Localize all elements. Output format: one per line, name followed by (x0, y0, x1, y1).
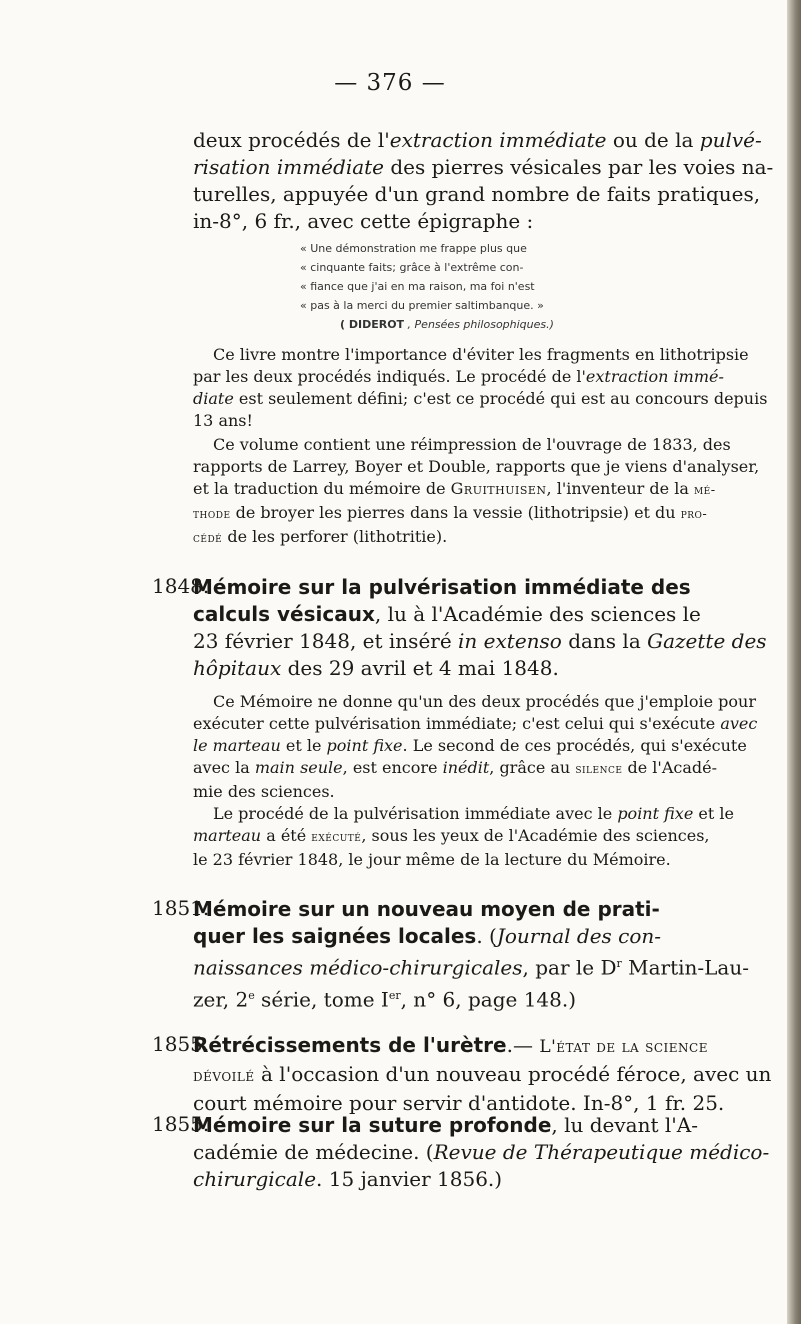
text: série, tome I (254, 987, 389, 1012)
text-line: in-8°, 6 fr., avec cette épigraphe : (193, 209, 534, 233)
entry-title: quer les saignées locales (193, 924, 477, 948)
epigraph-source (300, 315, 750, 334)
text: Revue de Thérapeutique médico- (433, 1140, 770, 1164)
text: point fixe (617, 804, 694, 823)
text: main seule (254, 758, 343, 777)
page-number: — 376 — (334, 70, 446, 96)
epigraph-line: « fiance que j'ai en ma raison, ma foi n'est (300, 280, 535, 293)
text-line: court mémoire pour servir d'antidote. In-8°, 1 fr. 25. (193, 1091, 725, 1115)
book-edge (787, 0, 801, 1324)
text-line: Ce livre montre l'importance d'éviter les fragments en lithotripsie (213, 345, 749, 364)
text: . ( (476, 924, 497, 948)
text: , l'inventeur de la (546, 479, 694, 498)
text: extraction immédiate (389, 128, 607, 152)
text-line: rapports de Larrey, Boyer et Double, rapports que je viens d'analyser, (193, 457, 760, 476)
text: silence (575, 762, 623, 777)
text-line (193, 803, 753, 825)
text: de les perforer (lithotritie). (222, 527, 448, 546)
text-line (193, 757, 753, 781)
text-line (193, 1112, 753, 1139)
text: dans la (561, 629, 648, 653)
text: point fixe (326, 736, 403, 755)
text-line (193, 478, 753, 502)
text: diate (193, 389, 234, 408)
text: extraction immé- (585, 367, 724, 386)
text: à l'occasion d'un nouveau procédé féroce, avec un (254, 1062, 772, 1086)
text-line: mie des sciences. (193, 782, 335, 801)
text-line (193, 655, 753, 682)
text: zer, 2 (193, 987, 249, 1012)
text: le marteau (193, 736, 281, 755)
text-line (193, 982, 753, 1014)
text: risation immédiate (193, 155, 385, 179)
bibliography-entry (193, 896, 753, 1013)
text: mé- (693, 483, 716, 498)
text: . Le second de ces procédés, qui s'exécute (402, 736, 747, 755)
entry-note (193, 691, 758, 871)
entry-title: calculs vésicaux (193, 602, 375, 626)
commentary-paragraph (193, 434, 760, 550)
text: . 15 janvier 1856.) (316, 1167, 503, 1191)
text: L'état de la science (539, 1037, 708, 1057)
text: , est encore (342, 758, 443, 777)
text: avec la (193, 758, 255, 777)
text-line (193, 601, 753, 628)
text-line: Ce volume contient une réimpression de l'ouvrage de 1833, des (213, 435, 731, 454)
text: cédé (193, 531, 223, 546)
text: des 29 avril et 4 mai 1848. (281, 656, 559, 680)
text: thode (193, 507, 231, 522)
text: r (616, 957, 622, 970)
text: inédit (442, 758, 490, 777)
text: dévoilé (193, 1066, 255, 1086)
text: Martin-Lau- (621, 955, 749, 980)
text: a été (261, 826, 312, 845)
text-line: turelles, appuyée d'un grand nombre de faits pratiques, (193, 182, 761, 206)
text: er (388, 988, 401, 1002)
text: avec (720, 714, 758, 733)
text: et le (693, 804, 734, 823)
text-line: Ce Mémoire ne donne qu'un des deux procédés que j'emploie pour (213, 692, 756, 711)
text-line (193, 735, 753, 757)
text-line (193, 526, 753, 550)
text: et le (280, 736, 327, 755)
text: , par le D (522, 955, 617, 980)
text: des pierres vésicales par les voies na- (384, 155, 774, 179)
entry-year: 1848. (152, 574, 210, 598)
text-line (193, 713, 758, 735)
text: exécuter cette pulvérisation immédiate; c'est celui qui s'exécute (193, 714, 721, 733)
epigraph-line: « Une démonstration me frappe plus que (300, 242, 527, 255)
text-line (193, 825, 753, 849)
text-line (193, 1061, 772, 1090)
epigraph-line: « cinquante faits; grâce à l'extrême con- (300, 261, 524, 274)
text: Gazette des (647, 629, 767, 653)
text: Le procédé de la pulvérisation immédiate avec le (213, 804, 618, 823)
entry-year: 1855. (152, 1112, 210, 1136)
text: de broyer les pierres dans la vessie (lithotripsie) et du (230, 503, 681, 522)
text-line: 13 ans! (193, 411, 253, 430)
text-line (193, 1166, 753, 1193)
entry-title: Mémoire sur la pulvérisation immédiate des (193, 575, 691, 599)
text-line (193, 1139, 770, 1166)
entry-year: 1855. (152, 1032, 210, 1056)
text: de l'Acadé- (622, 758, 717, 777)
text: ou de la (606, 128, 700, 152)
text: et la traduction du mémoire de (193, 479, 451, 498)
text-line (193, 388, 768, 410)
text: exécuté (311, 830, 362, 845)
text: in extenso (458, 629, 562, 653)
entry-title: Mémoire sur la suture profonde (193, 1113, 552, 1137)
text: pulvé- (699, 128, 762, 152)
text-line (193, 950, 753, 982)
text-line (193, 628, 767, 655)
epigraph (300, 239, 750, 334)
bibliography-entry (193, 574, 767, 682)
text: , sous les yeux de l'Académie des sciences, (361, 826, 710, 845)
text: naissances médico-chirurgicales (193, 955, 523, 980)
text: .— (506, 1033, 540, 1057)
intro-paragraph (193, 127, 774, 235)
text: , n° 6, page 148.) (400, 987, 577, 1012)
text-line: le 23 février 1848, le jour même de la lecture du Mémoire. (193, 850, 671, 869)
text: Journal des con- (496, 924, 662, 948)
author: ( DIDEROT (340, 318, 405, 331)
text: est seulement défini; c'est ce procédé qui est au concours depuis (233, 389, 768, 408)
text: , lu à l'Académie des sciences le (374, 602, 701, 626)
text: chirurgicale (193, 1167, 317, 1191)
text: marteau (193, 826, 262, 845)
epigraph-line: « pas à la merci du premier saltimbanque. » (300, 299, 544, 312)
work: , Pensées philosophiques.) (404, 318, 554, 331)
text: par les deux procédés indiqués. Le procédé de l' (193, 367, 586, 386)
text: cadémie de médecine. ( (193, 1140, 434, 1164)
text-line (193, 366, 753, 388)
text-line (193, 127, 762, 154)
text: deux procédés de l' (193, 128, 390, 152)
text: e (248, 988, 255, 1002)
text-line (193, 154, 774, 181)
text: hôpitaux (193, 656, 282, 680)
entry-title: Mémoire sur un nouveau moyen de prati- (193, 897, 660, 921)
text-line (193, 502, 753, 526)
text: pro- (680, 507, 708, 522)
text: , lu devant l'A- (551, 1113, 698, 1137)
bibliography-entry (193, 1112, 770, 1193)
text-line (193, 923, 753, 950)
commentary-paragraph (193, 344, 768, 432)
entry-year: 1851. (152, 896, 210, 920)
entry-title: Rétrécissements de l'urètre (193, 1033, 507, 1057)
text-line (193, 1032, 753, 1061)
text: Gruithuisen (450, 479, 547, 498)
text: , grâce au (489, 758, 576, 777)
bibliography-entry (193, 1032, 772, 1117)
text: 23 février 1848, et inséré (193, 629, 459, 653)
